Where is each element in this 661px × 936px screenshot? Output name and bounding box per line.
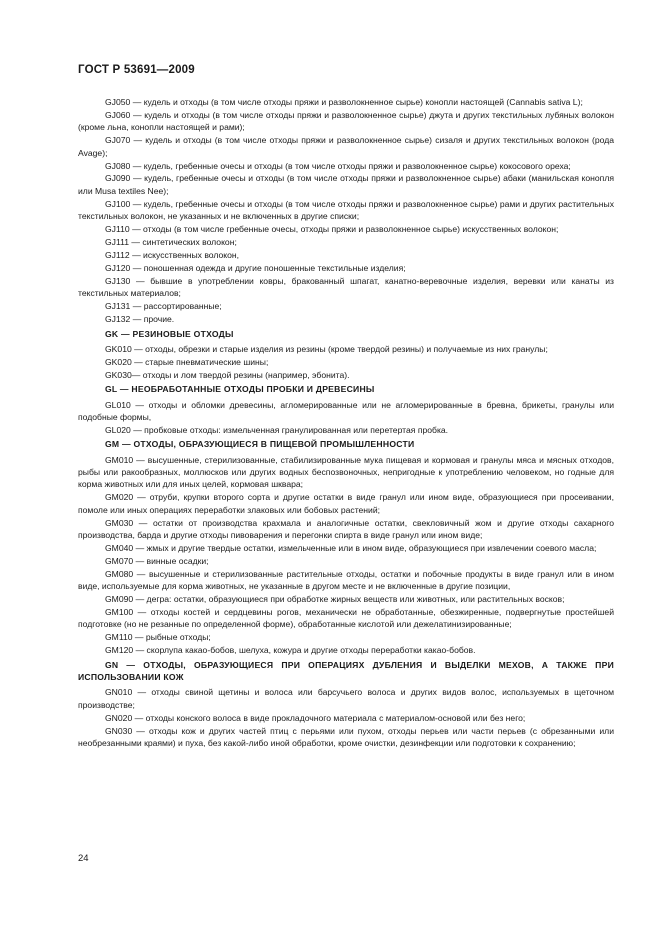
list-item: GJ100 — кудель, гребенные очесы и отходы (в том числе отходы пряжи и разволокненное сырье) рами и других растительных текстильных волокон, не указанных и не включенных в другие списки; <box>78 198 614 222</box>
list-item: GM120 — скорлупа какао-бобов, шелуха, кожура и другие отходы переработки какао-бобов. <box>105 645 476 656</box>
list-item: GJ120 — поношенная одежда и другие поношенные текстильные изделия; <box>105 262 406 273</box>
list-item: GJ112 — искусственных волокон, <box>105 249 240 260</box>
list-item: GN010 — отходы свиной щетины и волоса или барсучьего волоса и других видов волос, используемых в щеточном производстве; <box>78 687 614 710</box>
list-item: GL010 — отходы и обломки древесины, агломерированные или не агломерированные в бревна, брикеты, гранулы или подобные формы, <box>78 399 614 422</box>
list-item: GJ111 — синтетических волокон; <box>105 236 237 247</box>
list-item: GN020 — отходы конского волоса в виде прокладочного материала с материалом-основой или без него; <box>105 712 526 723</box>
list-item: GM100 — отходы костей и сердцевины рогов, механически не обработанные, обезжиренные, подвергнутые простейшей подготовке (но не резанные по определенной форме), обработанные кислотой или дежелатинизированные; <box>78 607 614 630</box>
list-item: GJ131 — рассортированные; <box>105 301 222 312</box>
section-heading: GK — РЕЗИНОВЫЕ ОТХОДЫ <box>105 328 234 339</box>
list-item: GK030— отходы и лом твердой резины (например, эбонита). <box>105 369 350 380</box>
document-header: ГОСТ Р 53691—2009 <box>78 64 195 76</box>
list-item: GM090 — дегра: остатки, образующиеся при обработке жирных веществ или животных, или растительных восков; <box>105 594 565 605</box>
list-item: GJ132 — прочие. <box>105 313 175 324</box>
list-item: GM080 — высушенные и стерилизованные растительные отходы, остатки и побочные продукты в виде гранул или в ином виде, используемые для корма животных, не указанные в другом месте и не включенные в другие позиции, <box>78 568 614 592</box>
section-heading: GL — НЕОБРАБОТАННЫЕ ОТХОДЫ ПРОБКИ И ДРЕВЕСИНЫ <box>105 384 375 395</box>
list-item: GJ070 — кудель и отходы (в том числе отходы пряжи и разволокненное сырье) сизаля и других текстильных волокон (рода Avage); <box>78 135 614 158</box>
list-item: GJ080 — кудель, гребенные очесы и отходы (в том числе отходы пряжи и разволокненное сырье) кокосового ореха; <box>105 160 571 171</box>
list-item: GM020 — отруби, крупки второго сорта и другие остатки в виде гранул или ином виде, образующиеся при просеивании, помоле или иных операциях переработки злаковых или бобовых растений; <box>78 492 614 515</box>
list-item: GJ110 — отходы (в том числе гребенные очесы, отходы пряжи и разволокненное сырье) искусственных волокон; <box>105 224 559 234</box>
list-item: GK020 — старые пневматические шины; <box>105 356 269 367</box>
list-item: GJ050 — кудель и отходы (в том числе отходы пряжи и разволокненное сырье) конопли настоящей (Cannabis sativa L); <box>105 97 583 107</box>
section-heading: GN — ОТХОДЫ, ОБРАЗУЮЩИЕСЯ ПРИ ОПЕРАЦИЯХ ДУБЛЕНИЯ И ВЫДЕЛКИ МЕХОВ, А ТАКЖЕ ПРИ ИСПОЛЬЗОВАНИИ КОЖ <box>78 659 614 683</box>
list-item: GM070 — винные осадки; <box>105 555 209 566</box>
list-item: GJ060 — кудель и отходы (в том числе отходы пряжи и разволокненное сырье) джута и других текстильных лубяных волокон (кроме льна, конопли настоящей и рами); <box>78 109 614 133</box>
list-item: GN030 — отходы кож и других частей птиц с перьями или пухом, отходы перьев или части перьев (с обрезанными или необрезанными краями) и пуха, без какой-либо иной обработки, кроме очистки, дезинфекции или подготовки к сохранению; <box>78 725 614 749</box>
list-item: GM040 — жмых и другие твердые остатки, измельченные или в ином виде, образующиеся при извлечении соевого масла; <box>105 542 597 553</box>
list-item: GJ090 — кудель, гребенные очесы и отходы (в том числе отходы пряжи и разволокненное сырье) абаки (манильская конопля или Musa textiles Nee); <box>78 173 614 196</box>
list-item: GM030 — остатки от производства крахмала и аналогичные остатки, свекловичный жом и другие отходы сахарного производства, барда и другие отходы пивоварения и перегонки спирта в виде гранул или ином виде; <box>78 517 614 540</box>
document-body <box>78 96 614 750</box>
list-item: GK010 — отходы, обрезки и старые изделия из резины (кроме твердой резины) и получаемые из них гранулы; <box>105 343 548 354</box>
list-item: GJ130 — бывшие в употреблении ковры, бракованный шпагат, канатно-веревочные изделия, веревки или канаты из текстильных материалов; <box>78 275 614 299</box>
list-item: GM110 — рыбные отходы; <box>105 632 211 643</box>
page-number: 24 <box>78 853 89 864</box>
list-item: GL020 — пробковые отходы: измельченная гранулированная или перетертая пробка. <box>105 424 449 435</box>
list-item: GM010 — высушенные, стерилизованные, стабилизированные мука пищевая и кормовая и гранулы мяса и мясных отходов, рыбы или ракообразных, моллюсков или других водных беспозвоночных, непригодные к употреблению человеком, но годные для корма животных или для иных целей, кормовая шквара; <box>78 454 614 490</box>
section-heading: GM — ОТХОДЫ, ОБРАЗУЮЩИЕСЯ В ПИЩЕВОЙ ПРОМЫШЛЕННОСТИ <box>105 439 415 450</box>
